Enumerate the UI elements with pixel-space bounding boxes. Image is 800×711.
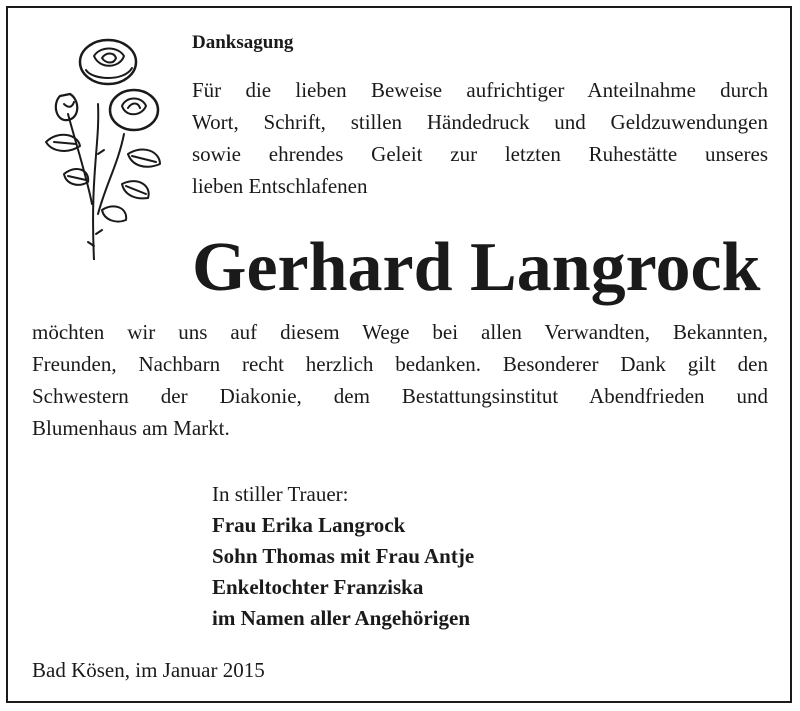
thanks-paragraph <box>32 316 768 444</box>
mourner-name: Sohn Thomas mit Frau Antje <box>212 544 475 568</box>
intro-line: Wort, Schrift, stillen Händedruck und Geldzuwendungen <box>192 110 768 134</box>
deceased-name: Gerhard Langrock <box>192 229 761 306</box>
intro-line: Für die lieben Beweise aufrichtiger Anteilnahme durch <box>192 78 768 102</box>
notice-heading: Danksagung <box>192 32 294 53</box>
rose-icon <box>28 34 168 260</box>
mourners-block <box>212 479 474 634</box>
mourning-label: In stiller Trauer: <box>212 482 349 506</box>
intro-paragraph <box>192 74 768 202</box>
intro-line: sowie ehrendes Geleit zur letzten Ruhestätte unseres <box>192 142 768 166</box>
thanks-line: Blumenhaus am Markt. <box>32 416 230 440</box>
thanks-line: Freunden, Nachbarn recht herzlich bedanken. Besonderer Dank gilt den <box>32 352 768 376</box>
thanks-line: möchten wir uns auf diesem Wege bei allen Verwandten, Bekannten, <box>32 320 768 344</box>
place-date: Bad Kösen, im Januar 2015 <box>32 658 265 682</box>
thanks-line: Schwestern der Diakonie, dem Bestattungsinstitut Abendfrieden und <box>32 384 768 408</box>
mourner-name: im Namen aller Angehörigen <box>212 606 471 630</box>
mourner-name: Frau Erika Langrock <box>212 513 406 537</box>
intro-line: lieben Entschlafenen <box>192 174 368 198</box>
mourner-name: Enkeltochter Franziska <box>212 575 424 599</box>
